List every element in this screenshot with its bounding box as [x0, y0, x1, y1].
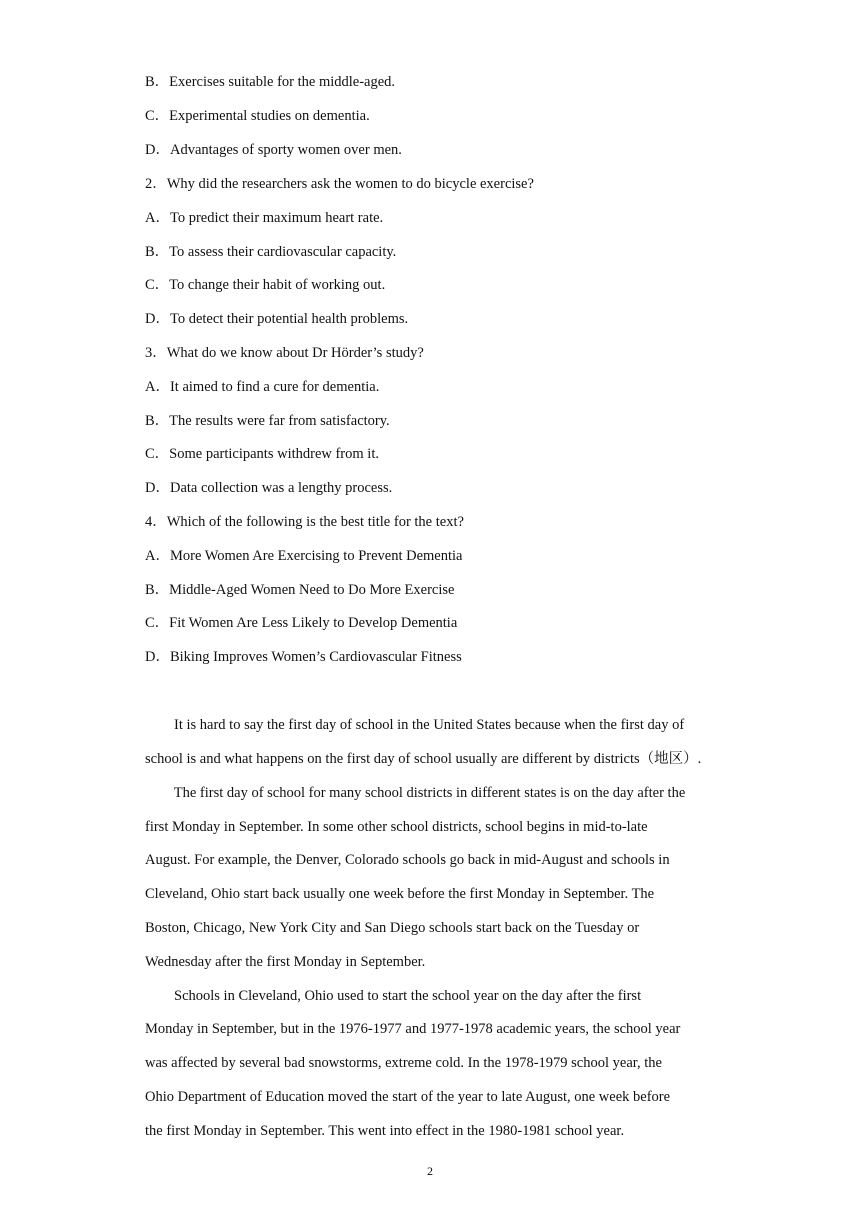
passage-line: Monday in September, but in the 1976-1977 and 1977-1978 academic years, the school year: [145, 1021, 681, 1037]
question-2: 2．Why did the researchers ask the women to do bicycle exercise?: [145, 176, 534, 192]
question-4: 4．Which of the following is the best title for the text?: [145, 514, 464, 530]
passage-line: It is hard to say the first day of school in the United States because when the first day of: [145, 717, 685, 733]
option-q4-d: D．Biking Improves Women’s Cardiovascular Fitness: [145, 649, 462, 665]
passage-line: first Monday in September. In some other school districts, school begins in mid-to-late: [145, 819, 648, 835]
passage-line: August. For example, the Denver, Colorado schools go back in mid-August and schools in: [145, 852, 670, 868]
option-q1-b: B．Exercises suitable for the middle-aged.: [145, 74, 396, 90]
option-q4-c: C．Fit Women Are Less Likely to Develop Dementia: [145, 615, 458, 631]
option-q2-c: C．To change their habit of working out.: [145, 277, 386, 293]
option-q1-d: D．Advantages of sporty women over men.: [145, 142, 402, 158]
page-number: 2: [427, 1164, 433, 1178]
passage-line: school is and what happens on the first day of school usually are different by districts（地区）.: [145, 751, 702, 767]
option-q4-b: B．Middle-Aged Women Need to Do More Exercise: [145, 582, 455, 598]
passage-line: Cleveland, Ohio start back usually one week before the first Monday in September. The: [145, 886, 655, 902]
passage-line: Ohio Department of Education moved the start of the year to late August, one week before: [145, 1089, 671, 1105]
option-q3-d: D．Data collection was a lengthy process.: [145, 480, 393, 496]
option-q4-a: A．More Women Are Exercising to Prevent Dementia: [145, 548, 463, 564]
option-q2-d: D．To detect their potential health problems.: [145, 311, 409, 327]
passage-line: Schools in Cleveland, Ohio used to start the school year on the day after the first: [145, 988, 642, 1004]
option-q2-b: B．To assess their cardiovascular capacity.: [145, 244, 397, 260]
option-q2-a: A．To predict their maximum heart rate.: [145, 210, 384, 226]
option-q3-c: C．Some participants withdrew from it.: [145, 446, 379, 462]
option-q3-b: B．The results were far from satisfactory.: [145, 413, 390, 429]
question-3: 3．What do we know about Dr Hörder’s study?: [145, 345, 424, 361]
passage-line: the first Monday in September. This went into effect in the 1980-1981 school year.: [145, 1123, 625, 1139]
passage-line: was affected by several bad snowstorms, extreme cold. In the 1978-1979 school year, the: [145, 1055, 662, 1071]
passage-line: The first day of school for many school districts in different states is on the day after the: [145, 785, 686, 801]
passage-line: Boston, Chicago, New York City and San Diego schools start back on the Tuesday or: [145, 920, 640, 936]
option-q3-a: A．It aimed to find a cure for dementia.: [145, 379, 380, 395]
passage-line: Wednesday after the first Monday in September.: [145, 954, 426, 970]
option-q1-c: C．Experimental studies on dementia.: [145, 108, 370, 124]
